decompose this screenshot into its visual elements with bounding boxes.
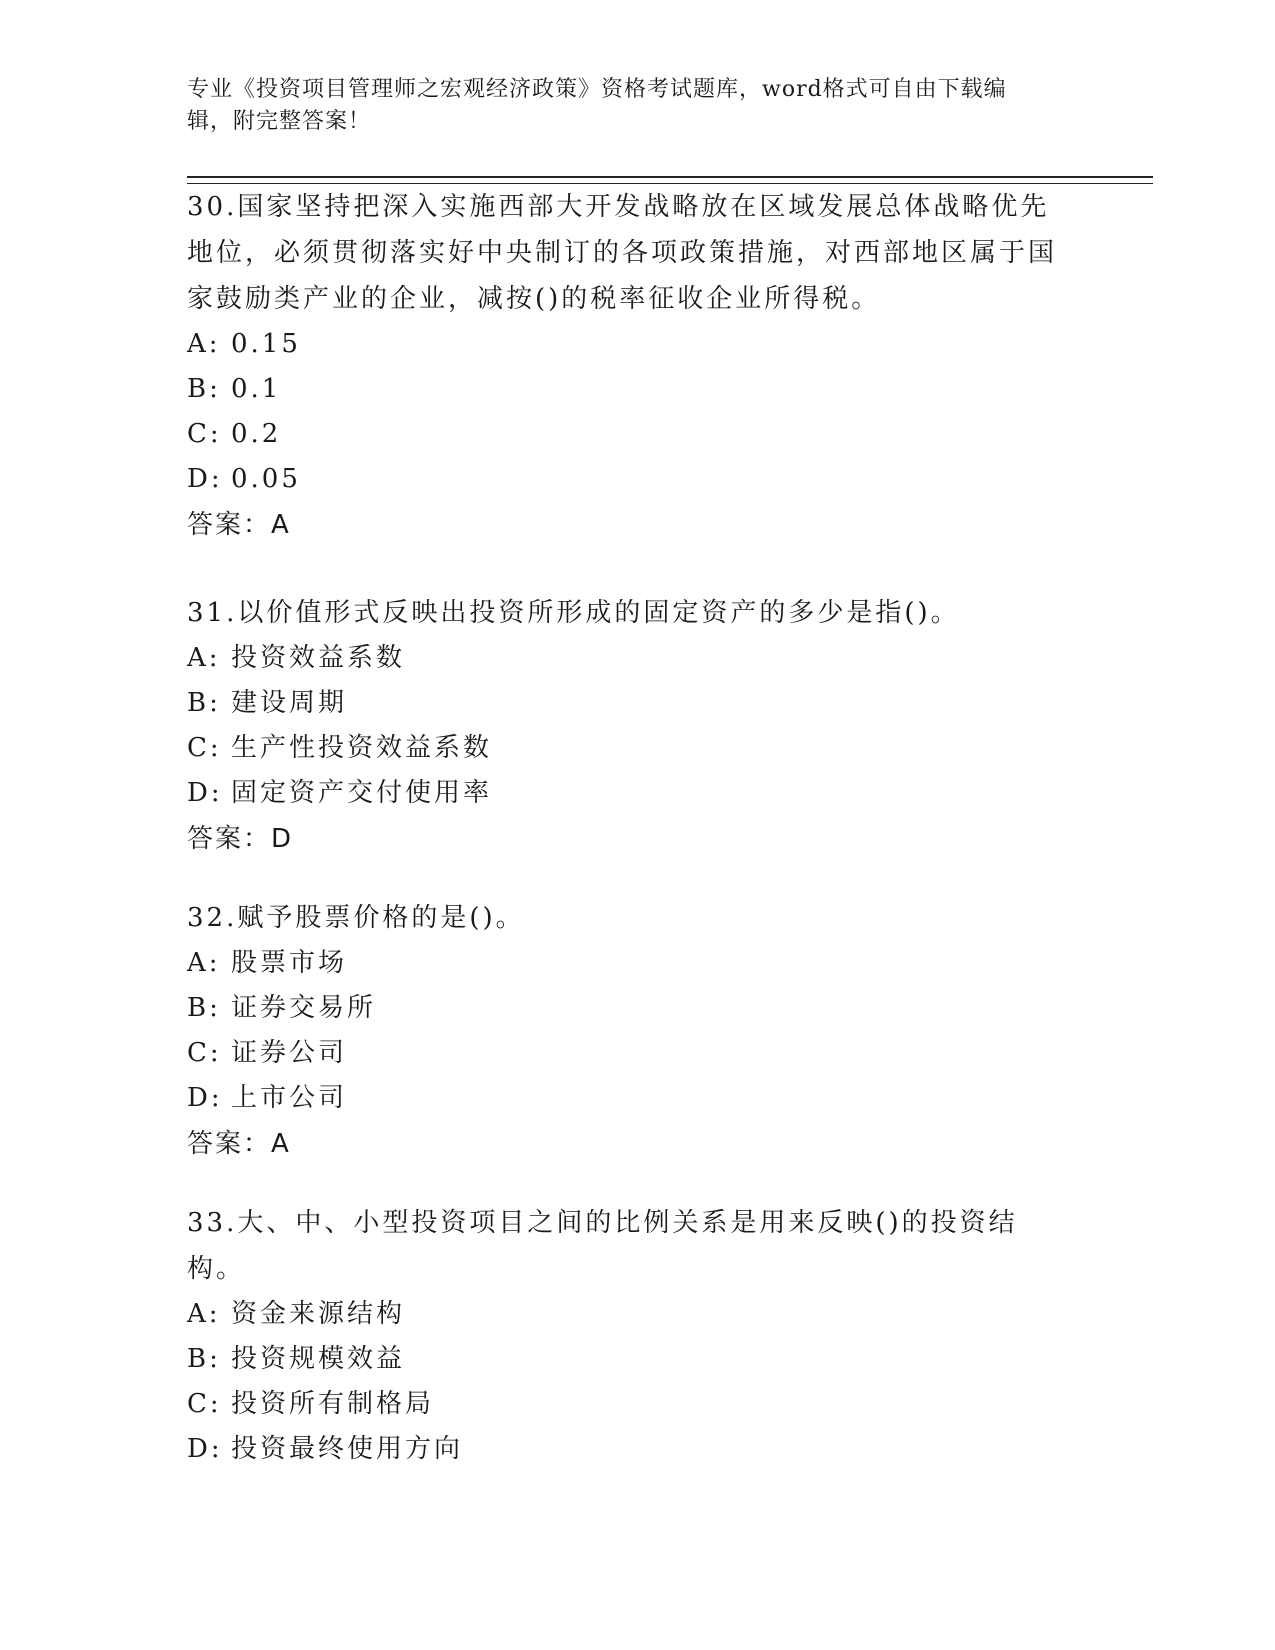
option-a — [187, 941, 1087, 986]
option-label: A: — [187, 948, 221, 978]
option-d — [187, 457, 1087, 502]
option-text: 投资最终使用方向 — [231, 1434, 464, 1464]
option-b — [187, 986, 1087, 1031]
answer: 答案：D — [187, 824, 294, 854]
header-line-1: 专业《投资项目管理师之宏观经济政策》资格考试题库，word格式可自由下载编 — [187, 77, 1007, 102]
option-label: B: — [187, 993, 221, 1023]
question-33 — [187, 1200, 1087, 1472]
option-b — [187, 681, 1087, 726]
option-label: D: — [187, 464, 223, 494]
option-d — [187, 771, 1087, 816]
option-label: C: — [187, 419, 222, 449]
option-text: 0.15 — [231, 329, 301, 359]
option-label: D: — [187, 1083, 223, 1113]
option-text: 投资所有制格局 — [231, 1389, 435, 1419]
option-label: B: — [187, 688, 221, 718]
option-b — [187, 1337, 1087, 1382]
option-b — [187, 367, 1087, 412]
option-text: 证券交易所 — [231, 993, 377, 1023]
option-d — [187, 1076, 1087, 1121]
option-label: A: — [187, 643, 221, 673]
option-d — [187, 1427, 1087, 1472]
header-line-2: 辑，附完整答案！ — [187, 109, 372, 134]
option-c — [187, 412, 1087, 457]
option-c — [187, 726, 1087, 771]
option-text: 0.1 — [231, 374, 282, 404]
document-header — [187, 74, 1067, 138]
question-text: 31.以价值形式反映出投资所形成的固定资产的多少是指()。 — [187, 598, 960, 628]
question-text: 33.大、中、小型投资项目之间的比例关系是用来反映()的投资结构。 — [187, 1208, 1018, 1284]
question-31 — [187, 590, 1087, 862]
option-text: 股票市场 — [231, 948, 348, 978]
option-label: B: — [187, 374, 221, 404]
option-text: 0.05 — [231, 464, 301, 494]
option-text: 证券公司 — [231, 1038, 348, 1068]
answer: 答案：A — [187, 1129, 291, 1159]
option-c — [187, 1031, 1087, 1076]
question-text: 30.国家坚持把深入实施西部大开发战略放在区域发展总体战略优先地位，必须贯彻落实好中央制订的各项政策措施，对西部地区属于国家鼓励类产业的企业，减按()的税率征收企业所得税。 — [187, 192, 1058, 314]
option-text: 资金来源结构 — [231, 1299, 406, 1329]
option-label: D: — [187, 778, 223, 808]
option-a — [187, 636, 1087, 681]
header-divider-thick — [187, 176, 1153, 178]
option-label: A: — [187, 1299, 221, 1329]
question-32 — [187, 895, 1087, 1167]
option-text: 上市公司 — [231, 1083, 348, 1113]
option-text: 固定资产交付使用率 — [231, 778, 493, 808]
option-label: C: — [187, 1038, 222, 1068]
answer: 答案：A — [187, 510, 291, 540]
option-c — [187, 1382, 1087, 1427]
question-30 — [187, 184, 1087, 548]
option-label: C: — [187, 733, 222, 763]
question-text: 32.赋予股票价格的是()。 — [187, 903, 525, 933]
option-text: 建设周期 — [231, 688, 348, 718]
option-text: 生产性投资效益系数 — [231, 733, 493, 763]
option-label: B: — [187, 1344, 221, 1374]
option-a — [187, 1292, 1087, 1337]
option-text: 0.2 — [231, 419, 282, 449]
option-a — [187, 322, 1087, 367]
option-label: C: — [187, 1389, 222, 1419]
option-label: D: — [187, 1434, 223, 1464]
option-label: A: — [187, 329, 221, 359]
option-text: 投资规模效益 — [231, 1344, 406, 1374]
option-text: 投资效益系数 — [231, 643, 406, 673]
